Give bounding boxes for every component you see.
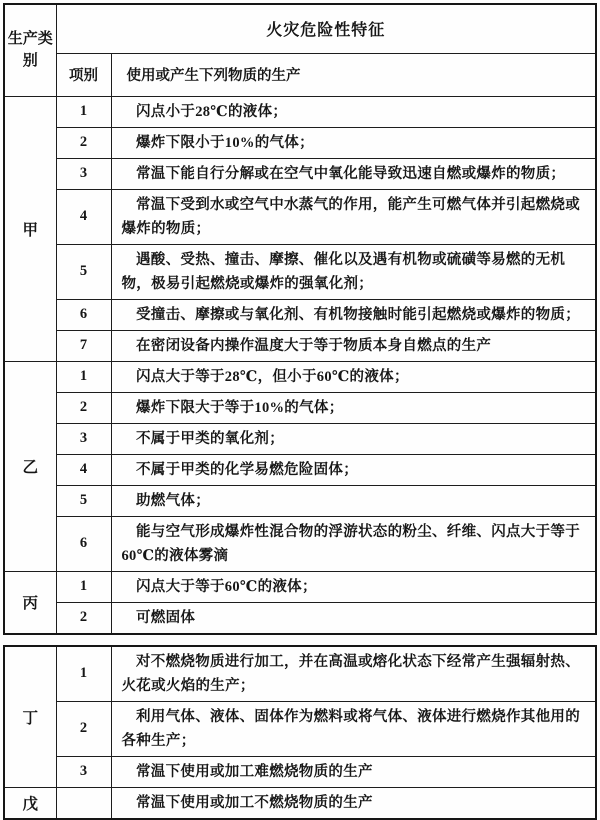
table-row [4, 361, 596, 392]
item-text: 遇酸、受热、撞击、摩擦、催化以及遇有机物或硫磺等易燃的无机物，极易引起燃烧或爆炸的强氧化剂； [121, 251, 566, 292]
item-desc-cell [111, 756, 596, 787]
fire-hazard-table-lower [3, 645, 597, 820]
table-row [4, 330, 596, 361]
item-number-cell: 6 [56, 516, 111, 571]
item-text: 利用气体、液体、固体作为燃料或将气体、液体进行燃烧作其他用的各种生产； [121, 708, 580, 749]
item-desc-cell [111, 787, 596, 819]
table-row [4, 244, 596, 299]
table-row [4, 189, 596, 244]
item-text: 受撞击、摩擦或与氧化剂、有机物接触时能引起燃烧或爆炸的物质； [136, 306, 580, 323]
item-number-cell: 7 [56, 330, 111, 361]
item-desc-cell [111, 96, 596, 127]
table-row [4, 158, 596, 189]
item-desc-cell [111, 571, 596, 602]
item-desc-cell [111, 299, 596, 330]
header-item-col: 项别 [56, 53, 111, 96]
item-text: 在密闭设备内操作温度大于等于物质本身自燃点的生产 [136, 337, 492, 354]
item-number-cell: 1 [56, 646, 111, 702]
category-cell: 戊 [4, 787, 56, 819]
table-row [4, 299, 596, 330]
item-number-cell: 4 [56, 189, 111, 244]
header-fire-hazard-title: 火灾危险性特征 [56, 4, 596, 53]
item-text: 闪点大于等于28℃，但小于60℃的液体； [136, 368, 409, 385]
item-desc-cell [111, 454, 596, 485]
item-number-cell: 2 [56, 392, 111, 423]
table-divider-gap [3, 635, 597, 645]
table-row [4, 423, 596, 454]
table-row [4, 392, 596, 423]
category-cell: 乙 [4, 361, 56, 571]
item-number-cell: 3 [56, 158, 111, 189]
header-desc-col: 使用或产生下列物质的生产 [111, 53, 596, 96]
table-row [4, 701, 596, 756]
item-desc-cell [111, 392, 596, 423]
item-desc-cell [111, 158, 596, 189]
item-text: 不属于甲类的氧化剂； [136, 430, 284, 447]
item-number-cell: 1 [56, 361, 111, 392]
item-text: 不属于甲类的化学易燃危险固体； [136, 461, 358, 478]
item-number-cell: 6 [56, 299, 111, 330]
item-text: 对不燃烧物质进行加工，并在高温或熔化状态下经常产生强辐射热、火花或火焰的生产； [121, 653, 580, 694]
item-text: 闪点小于28℃的液体； [136, 103, 288, 120]
item-text: 能与空气形成爆炸性混合物的浮游状态的粉尘、纤维、闪点大于等于60℃的液体雾滴 [121, 523, 580, 564]
item-number-cell: 1 [56, 571, 111, 602]
table-row [4, 454, 596, 485]
item-number-cell: 5 [56, 244, 111, 299]
item-text: 助燃气体； [136, 492, 210, 509]
item-number-cell: 5 [56, 485, 111, 516]
item-number-cell: 3 [56, 756, 111, 787]
item-desc-cell [111, 189, 596, 244]
table-row [4, 646, 596, 702]
item-desc-cell [111, 423, 596, 454]
fire-hazard-table-upper [3, 3, 597, 635]
item-desc-cell [111, 485, 596, 516]
item-text: 可燃固体 [136, 609, 196, 626]
item-number-cell: 2 [56, 127, 111, 158]
category-cell: 丙 [4, 571, 56, 634]
table-row [4, 571, 596, 602]
item-number-cell: 4 [56, 454, 111, 485]
item-desc-cell [111, 646, 596, 702]
table-lower-body [4, 646, 596, 819]
item-text: 爆炸下限小于10%的气体； [136, 134, 314, 151]
item-desc-cell [111, 701, 596, 756]
item-number-cell [56, 787, 111, 819]
item-desc-cell [111, 361, 596, 392]
table-row [4, 787, 596, 819]
table-row [4, 756, 596, 787]
category-cell: 丁 [4, 646, 56, 788]
item-desc-cell [111, 127, 596, 158]
table-row [4, 127, 596, 158]
header-row-1 [4, 4, 596, 53]
item-number-cell: 1 [56, 96, 111, 127]
header-production-category: 生产类别 [4, 4, 56, 96]
item-text: 常温下能自行分解或在空气中氧化能导致迅速自燃或爆炸的物质； [136, 165, 566, 182]
item-number-cell: 2 [56, 701, 111, 756]
table-row [4, 96, 596, 127]
item-text: 闪点大于等于60℃的液体； [136, 578, 317, 595]
table-row [4, 485, 596, 516]
item-desc-cell [111, 244, 596, 299]
item-desc-cell [111, 516, 596, 571]
item-text: 常温下受到水或空气中水蒸气的作用，能产生可燃气体并引起燃烧或爆炸的物质； [121, 196, 580, 237]
item-desc-cell [111, 330, 596, 361]
item-text: 常温下使用或加工难燃烧物质的生产 [136, 763, 373, 780]
item-desc-cell [111, 602, 596, 634]
category-cell: 甲 [4, 96, 56, 361]
item-number-cell: 3 [56, 423, 111, 454]
table-row [4, 516, 596, 571]
header-row-2 [4, 53, 596, 96]
item-text: 爆炸下限大于等于10%的气体； [136, 399, 344, 416]
item-text: 常温下使用或加工不燃烧物质的生产 [136, 794, 373, 811]
table-upper-body [4, 96, 596, 634]
item-number-cell: 2 [56, 602, 111, 634]
table-row [4, 602, 596, 634]
